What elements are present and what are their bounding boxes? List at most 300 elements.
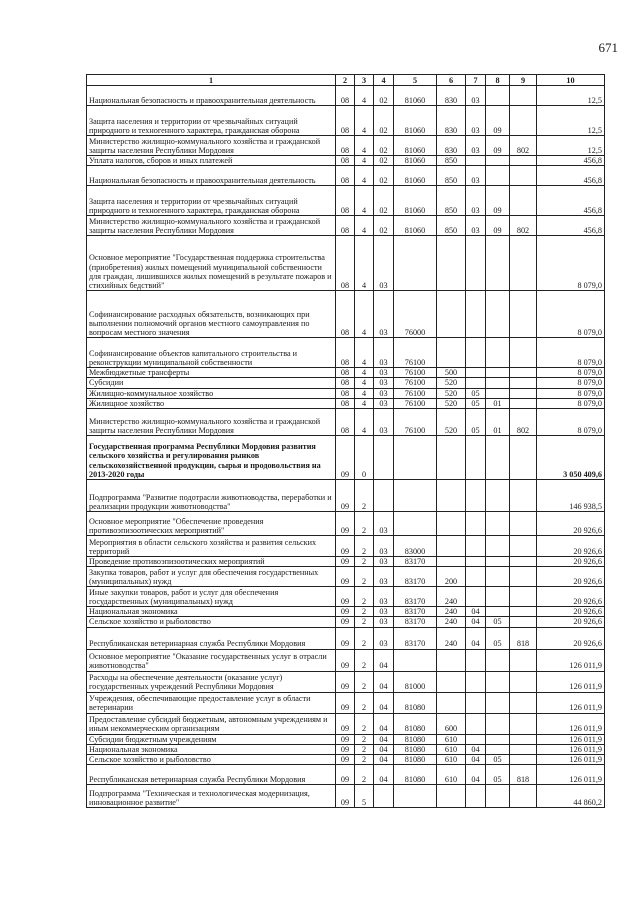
subsection-cell bbox=[486, 388, 510, 398]
subprogram-cell bbox=[374, 785, 394, 808]
subsection-cell bbox=[486, 436, 510, 480]
amount-cell: 126 011,9 bbox=[537, 744, 605, 754]
amount-cell: 20 926,6 bbox=[537, 567, 605, 587]
table-body bbox=[87, 86, 605, 808]
program-cell: 4 bbox=[355, 388, 374, 398]
row-name-cell: Министерство жилищно-коммунального хозяйства и гражданской защиты населения Республики Мордовия bbox=[87, 409, 336, 436]
subsection-cell bbox=[486, 236, 510, 291]
header-cell: 4 bbox=[374, 75, 394, 86]
subprogram-cell: 03 bbox=[374, 567, 394, 587]
amount-cell: 456,8 bbox=[537, 186, 605, 216]
program-cell: 2 bbox=[355, 713, 374, 734]
target-article-cell: 83170 bbox=[394, 627, 437, 649]
section-code-cell bbox=[466, 557, 486, 567]
table-row bbox=[87, 409, 605, 436]
page-number: 671 bbox=[598, 40, 618, 55]
table-row bbox=[87, 607, 605, 617]
section-code-cell: 03 bbox=[466, 136, 486, 156]
program-cell: 2 bbox=[355, 765, 374, 785]
subsection-cell bbox=[486, 557, 510, 567]
amount-cell: 8 079,0 bbox=[537, 368, 605, 378]
section-cell: 08 bbox=[336, 186, 355, 216]
section-code-cell: 05 bbox=[466, 398, 486, 408]
expense-type-cell bbox=[437, 536, 466, 557]
subprogram-cell: 04 bbox=[374, 649, 394, 671]
section-code-cell: 03 bbox=[466, 186, 486, 216]
program-cell: 4 bbox=[355, 378, 374, 388]
section-cell: 08 bbox=[336, 378, 355, 388]
expense-type-cell: 500 bbox=[437, 368, 466, 378]
section-cell: 08 bbox=[336, 106, 355, 136]
row-name-cell: Межбюджетные трансферты bbox=[87, 368, 336, 378]
subprogram-cell: 03 bbox=[374, 617, 394, 627]
subsection-cell bbox=[486, 587, 510, 607]
section-cell: 09 bbox=[336, 692, 355, 713]
row-name-cell: Субсидии bbox=[87, 378, 336, 388]
subsection-cell bbox=[486, 785, 510, 808]
subprogram-cell: 04 bbox=[374, 734, 394, 744]
amount-cell: 3 050 409,6 bbox=[537, 436, 605, 480]
target-article-cell: 81060 bbox=[394, 156, 437, 166]
department-cell: 802 bbox=[510, 216, 537, 236]
target-article-cell bbox=[394, 480, 437, 512]
program-cell: 4 bbox=[355, 136, 374, 156]
section-cell: 09 bbox=[336, 567, 355, 587]
expense-type-cell bbox=[437, 671, 466, 692]
header-cell: 3 bbox=[355, 75, 374, 86]
subsection-cell: 09 bbox=[486, 186, 510, 216]
row-name-cell: Министерство жилищно-коммунального хозяйства и гражданской защиты населения Республики Мордовия bbox=[87, 136, 336, 156]
section-code-cell bbox=[466, 436, 486, 480]
expense-type-cell bbox=[437, 436, 466, 480]
section-code-cell: 04 bbox=[466, 765, 486, 785]
subsection-cell: 09 bbox=[486, 136, 510, 156]
target-article-cell: 83170 bbox=[394, 587, 437, 607]
subsection-cell bbox=[486, 649, 510, 671]
program-cell: 4 bbox=[355, 106, 374, 136]
section-cell: 08 bbox=[336, 136, 355, 156]
section-cell: 08 bbox=[336, 398, 355, 408]
subprogram-cell: 02 bbox=[374, 166, 394, 186]
department-cell bbox=[510, 368, 537, 378]
table-row bbox=[87, 587, 605, 607]
section-code-cell: 04 bbox=[466, 607, 486, 617]
section-cell: 09 bbox=[336, 557, 355, 567]
amount-cell: 8 079,0 bbox=[537, 398, 605, 408]
subsection-cell: 05 bbox=[486, 627, 510, 649]
department-cell bbox=[510, 744, 537, 754]
subsection-cell bbox=[486, 512, 510, 536]
program-cell: 4 bbox=[355, 86, 374, 106]
subprogram-cell: 04 bbox=[374, 755, 394, 765]
table-row bbox=[87, 166, 605, 186]
subprogram-cell: 03 bbox=[374, 536, 394, 557]
subsection-cell bbox=[486, 744, 510, 754]
subprogram-cell: 03 bbox=[374, 557, 394, 567]
department-cell bbox=[510, 156, 537, 166]
row-name-cell: Республиканская ветеринарная служба Республики Мордовия bbox=[87, 627, 336, 649]
section-code-cell: 05 bbox=[466, 388, 486, 398]
table-row bbox=[87, 765, 605, 785]
section-code-cell: 03 bbox=[466, 166, 486, 186]
section-code-cell bbox=[466, 649, 486, 671]
program-cell: 4 bbox=[355, 338, 374, 368]
table-row bbox=[87, 378, 605, 388]
subprogram-cell: 03 bbox=[374, 388, 394, 398]
row-name-cell: Основное мероприятие "Оказание государственных услуг в отрасли животноводства" bbox=[87, 649, 336, 671]
section-code-cell: 03 bbox=[466, 86, 486, 106]
expense-type-cell: 850 bbox=[437, 156, 466, 166]
subprogram-cell: 02 bbox=[374, 136, 394, 156]
row-name-cell: Национальная безопасность и правоохранительная деятельность bbox=[87, 86, 336, 106]
section-cell: 09 bbox=[336, 755, 355, 765]
department-cell bbox=[510, 378, 537, 388]
subprogram-cell: 03 bbox=[374, 398, 394, 408]
program-cell: 4 bbox=[355, 166, 374, 186]
section-cell: 09 bbox=[336, 785, 355, 808]
subsection-cell bbox=[486, 607, 510, 617]
row-name-cell: Подпрограмма "Развитие подотрасли животноводства, переработки и реализации продукции животноводства" bbox=[87, 480, 336, 512]
program-cell: 2 bbox=[355, 671, 374, 692]
subsection-cell bbox=[486, 536, 510, 557]
department-cell bbox=[510, 106, 537, 136]
row-name-cell: Сельское хозяйство и рыболовство bbox=[87, 617, 336, 627]
header-row bbox=[87, 75, 605, 86]
target-article-cell: 83170 bbox=[394, 617, 437, 627]
subprogram-cell: 03 bbox=[374, 409, 394, 436]
program-cell: 2 bbox=[355, 536, 374, 557]
amount-cell: 126 011,9 bbox=[537, 692, 605, 713]
row-name-cell: Министерство жилищно-коммунального хозяйства и гражданской защиты населения Республики Мордовия bbox=[87, 216, 336, 236]
program-cell: 5 bbox=[355, 785, 374, 808]
subsection-cell bbox=[486, 480, 510, 512]
subprogram-cell: 02 bbox=[374, 216, 394, 236]
table-row bbox=[87, 156, 605, 166]
section-code-cell bbox=[466, 713, 486, 734]
department-cell bbox=[510, 567, 537, 587]
row-name-cell: Проведение противоэпизоотических мероприятий bbox=[87, 557, 336, 567]
row-name-cell: Иные закупки товаров, работ и услуг для обеспечения государственных (муниципальных) нужд bbox=[87, 587, 336, 607]
row-name-cell: Субсидии бюджетным учреждениям bbox=[87, 734, 336, 744]
table-row bbox=[87, 744, 605, 754]
section-code-cell bbox=[466, 338, 486, 368]
expense-type-cell: 830 bbox=[437, 136, 466, 156]
row-name-cell: Национальная экономика bbox=[87, 744, 336, 754]
header-cell: 1 bbox=[87, 75, 336, 86]
table-row bbox=[87, 436, 605, 480]
subprogram-cell: 03 bbox=[374, 587, 394, 607]
table-row bbox=[87, 617, 605, 627]
program-cell: 2 bbox=[355, 512, 374, 536]
section-code-cell bbox=[466, 512, 486, 536]
row-name-cell: Национальная безопасность и правоохранительная деятельность bbox=[87, 166, 336, 186]
row-name-cell: Софинансирование объектов капитального строительства и реконструкции муниципальной собственности bbox=[87, 338, 336, 368]
section-cell: 09 bbox=[336, 480, 355, 512]
section-code-cell bbox=[466, 236, 486, 291]
section-cell: 08 bbox=[336, 338, 355, 368]
subprogram-cell: 03 bbox=[374, 368, 394, 378]
department-cell bbox=[510, 649, 537, 671]
department-cell bbox=[510, 338, 537, 368]
target-article-cell: 81080 bbox=[394, 755, 437, 765]
program-cell: 4 bbox=[355, 236, 374, 291]
subprogram-cell: 04 bbox=[374, 744, 394, 754]
section-cell: 09 bbox=[336, 671, 355, 692]
amount-cell: 20 926,6 bbox=[537, 536, 605, 557]
subsection-cell bbox=[486, 86, 510, 106]
amount-cell: 126 011,9 bbox=[537, 765, 605, 785]
target-article-cell: 76100 bbox=[394, 368, 437, 378]
section-cell: 08 bbox=[336, 86, 355, 106]
program-cell: 4 bbox=[355, 216, 374, 236]
row-name-cell: Основное мероприятие "Обеспечение проведения противоэпизоотических мероприятий" bbox=[87, 512, 336, 536]
department-cell bbox=[510, 236, 537, 291]
section-cell: 08 bbox=[336, 216, 355, 236]
row-name-cell: Защита населения и территории от чрезвычайных ситуаций природного и техногенного характера, гражданская оборона bbox=[87, 106, 336, 136]
subprogram-cell: 02 bbox=[374, 186, 394, 216]
table-row bbox=[87, 106, 605, 136]
expense-type-cell: 610 bbox=[437, 765, 466, 785]
subprogram-cell: 03 bbox=[374, 291, 394, 338]
table-row bbox=[87, 755, 605, 765]
target-article-cell bbox=[394, 436, 437, 480]
expense-type-cell bbox=[437, 692, 466, 713]
section-code-cell bbox=[466, 291, 486, 338]
target-article-cell: 76000 bbox=[394, 291, 437, 338]
section-code-cell bbox=[466, 536, 486, 557]
row-name-cell: Софинансирование расходных обязательств, возникающих при выполнении полномочий органов местного самоуправления по вопросам местного значения bbox=[87, 291, 336, 338]
target-article-cell: 81080 bbox=[394, 744, 437, 754]
program-cell: 2 bbox=[355, 617, 374, 627]
row-name-cell: Жилищно-коммунальное хозяйство bbox=[87, 388, 336, 398]
program-cell: 0 bbox=[355, 436, 374, 480]
expense-type-cell: 850 bbox=[437, 216, 466, 236]
expense-type-cell: 200 bbox=[437, 567, 466, 587]
target-article-cell: 81080 bbox=[394, 713, 437, 734]
section-cell: 08 bbox=[336, 236, 355, 291]
section-code-cell bbox=[466, 378, 486, 388]
amount-cell: 126 011,9 bbox=[537, 671, 605, 692]
program-cell: 2 bbox=[355, 480, 374, 512]
section-code-cell bbox=[466, 480, 486, 512]
expense-type-cell: 240 bbox=[437, 617, 466, 627]
section-code-cell: 03 bbox=[466, 106, 486, 136]
amount-cell: 12,5 bbox=[537, 136, 605, 156]
subsection-cell: 01 bbox=[486, 409, 510, 436]
department-cell bbox=[510, 713, 537, 734]
expense-type-cell: 610 bbox=[437, 755, 466, 765]
expense-type-cell bbox=[437, 480, 466, 512]
subsection-cell bbox=[486, 567, 510, 587]
program-cell: 2 bbox=[355, 587, 374, 607]
subprogram-cell: 02 bbox=[374, 86, 394, 106]
target-article-cell: 81080 bbox=[394, 765, 437, 785]
department-cell: 818 bbox=[510, 765, 537, 785]
expense-type-cell: 520 bbox=[437, 409, 466, 436]
section-code-cell bbox=[466, 671, 486, 692]
subsection-cell bbox=[486, 734, 510, 744]
target-article-cell: 81060 bbox=[394, 106, 437, 136]
header-cell: 7 bbox=[466, 75, 486, 86]
program-cell: 4 bbox=[355, 409, 374, 436]
subsection-cell: 09 bbox=[486, 216, 510, 236]
section-code-cell bbox=[466, 567, 486, 587]
subprogram-cell: 03 bbox=[374, 378, 394, 388]
target-article-cell: 81000 bbox=[394, 671, 437, 692]
subprogram-cell bbox=[374, 436, 394, 480]
row-name-cell: Расходы на обеспечение деятельности (оказание услуг) государственных учреждений Республики Мордовия bbox=[87, 671, 336, 692]
expense-type-cell: 850 bbox=[437, 186, 466, 216]
amount-cell: 20 926,6 bbox=[537, 557, 605, 567]
row-name-cell: Национальная экономика bbox=[87, 607, 336, 617]
table-row bbox=[87, 86, 605, 106]
table-row bbox=[87, 338, 605, 368]
table-row bbox=[87, 398, 605, 408]
program-cell: 2 bbox=[355, 744, 374, 754]
department-cell bbox=[510, 617, 537, 627]
subsection-cell: 05 bbox=[486, 765, 510, 785]
expense-type-cell: 520 bbox=[437, 378, 466, 388]
row-name-cell: Уплата налогов, сборов и иных платежей bbox=[87, 156, 336, 166]
section-code-cell: 04 bbox=[466, 617, 486, 627]
expense-type-cell: 240 bbox=[437, 587, 466, 607]
section-code-cell: 05 bbox=[466, 409, 486, 436]
row-name-cell: Сельское хозяйство и рыболовство bbox=[87, 755, 336, 765]
table-row bbox=[87, 713, 605, 734]
budget-table bbox=[86, 74, 605, 808]
subprogram-cell: 04 bbox=[374, 671, 394, 692]
amount-cell: 8 079,0 bbox=[537, 236, 605, 291]
program-cell: 2 bbox=[355, 755, 374, 765]
section-code-cell: 04 bbox=[466, 627, 486, 649]
department-cell bbox=[510, 671, 537, 692]
header-cell: 8 bbox=[486, 75, 510, 86]
section-cell: 08 bbox=[336, 166, 355, 186]
target-article-cell: 76100 bbox=[394, 378, 437, 388]
target-article-cell: 81060 bbox=[394, 166, 437, 186]
program-cell: 4 bbox=[355, 186, 374, 216]
program-cell: 4 bbox=[355, 291, 374, 338]
target-article-cell: 76100 bbox=[394, 338, 437, 368]
amount-cell: 20 926,6 bbox=[537, 617, 605, 627]
expense-type-cell bbox=[437, 291, 466, 338]
amount-cell: 8 079,0 bbox=[537, 409, 605, 436]
department-cell bbox=[510, 692, 537, 713]
amount-cell: 8 079,0 bbox=[537, 291, 605, 338]
department-cell bbox=[510, 480, 537, 512]
program-cell: 2 bbox=[355, 567, 374, 587]
expense-type-cell: 520 bbox=[437, 398, 466, 408]
target-article-cell: 81080 bbox=[394, 734, 437, 744]
expense-type-cell: 610 bbox=[437, 744, 466, 754]
subsection-cell bbox=[486, 338, 510, 368]
subsection-cell bbox=[486, 378, 510, 388]
subprogram-cell: 02 bbox=[374, 156, 394, 166]
header-cell: 5 bbox=[394, 75, 437, 86]
department-cell bbox=[510, 166, 537, 186]
subprogram-cell bbox=[374, 480, 394, 512]
amount-cell: 8 079,0 bbox=[537, 388, 605, 398]
expense-type-cell: 240 bbox=[437, 627, 466, 649]
subsection-cell bbox=[486, 368, 510, 378]
program-cell: 4 bbox=[355, 368, 374, 378]
section-cell: 08 bbox=[336, 291, 355, 338]
program-cell: 2 bbox=[355, 607, 374, 617]
target-article-cell: 81060 bbox=[394, 86, 437, 106]
header-cell: 9 bbox=[510, 75, 537, 86]
row-name-cell: Государственная программа Республики Мордовия развития сельского хозяйства и регулирования рынков сельскохозяйственной продукции, сырья и продовольствия на 2013-2020 годы bbox=[87, 436, 336, 480]
program-cell: 2 bbox=[355, 649, 374, 671]
section-code-cell bbox=[466, 734, 486, 744]
table-row bbox=[87, 512, 605, 536]
table-row bbox=[87, 480, 605, 512]
expense-type-cell bbox=[437, 512, 466, 536]
amount-cell: 126 011,9 bbox=[537, 649, 605, 671]
amount-cell: 456,8 bbox=[537, 166, 605, 186]
section-cell: 09 bbox=[336, 734, 355, 744]
table-row bbox=[87, 291, 605, 338]
table-row bbox=[87, 186, 605, 216]
expense-type-cell bbox=[437, 557, 466, 567]
subsection-cell bbox=[486, 156, 510, 166]
target-article-cell: 83170 bbox=[394, 607, 437, 617]
section-cell: 08 bbox=[336, 409, 355, 436]
department-cell bbox=[510, 436, 537, 480]
department-cell bbox=[510, 755, 537, 765]
target-article-cell: 81060 bbox=[394, 186, 437, 216]
section-cell: 09 bbox=[336, 587, 355, 607]
section-cell: 09 bbox=[336, 744, 355, 754]
subsection-cell: 09 bbox=[486, 106, 510, 136]
table-row bbox=[87, 567, 605, 587]
subsection-cell bbox=[486, 291, 510, 338]
row-name-cell: Закупка товаров, работ и услуг для обеспечения государственных (муниципальных) нужд bbox=[87, 567, 336, 587]
table-row bbox=[87, 734, 605, 744]
section-code-cell bbox=[466, 368, 486, 378]
amount-cell: 44 860,2 bbox=[537, 785, 605, 808]
amount-cell: 20 926,6 bbox=[537, 587, 605, 607]
department-cell bbox=[510, 587, 537, 607]
expense-type-cell: 600 bbox=[437, 713, 466, 734]
table-row bbox=[87, 557, 605, 567]
department-cell bbox=[510, 398, 537, 408]
table-row bbox=[87, 216, 605, 236]
table-row bbox=[87, 388, 605, 398]
target-article-cell: 81080 bbox=[394, 692, 437, 713]
expense-type-cell bbox=[437, 785, 466, 808]
expense-type-cell: 830 bbox=[437, 106, 466, 136]
subsection-cell: 05 bbox=[486, 755, 510, 765]
section-code-cell: 04 bbox=[466, 755, 486, 765]
department-cell bbox=[510, 291, 537, 338]
target-article-cell: 76100 bbox=[394, 398, 437, 408]
subsection-cell bbox=[486, 671, 510, 692]
amount-cell: 20 926,6 bbox=[537, 627, 605, 649]
department-cell bbox=[510, 86, 537, 106]
expense-type-cell bbox=[437, 338, 466, 368]
amount-cell: 456,8 bbox=[537, 216, 605, 236]
section-code-cell bbox=[466, 587, 486, 607]
table-row bbox=[87, 136, 605, 156]
subsection-cell bbox=[486, 166, 510, 186]
expense-type-cell: 520 bbox=[437, 388, 466, 398]
target-article-cell: 81060 bbox=[394, 216, 437, 236]
subprogram-cell: 03 bbox=[374, 236, 394, 291]
subprogram-cell: 03 bbox=[374, 607, 394, 617]
amount-cell: 12,5 bbox=[537, 106, 605, 136]
department-cell: 802 bbox=[510, 136, 537, 156]
section-cell: 08 bbox=[336, 368, 355, 378]
